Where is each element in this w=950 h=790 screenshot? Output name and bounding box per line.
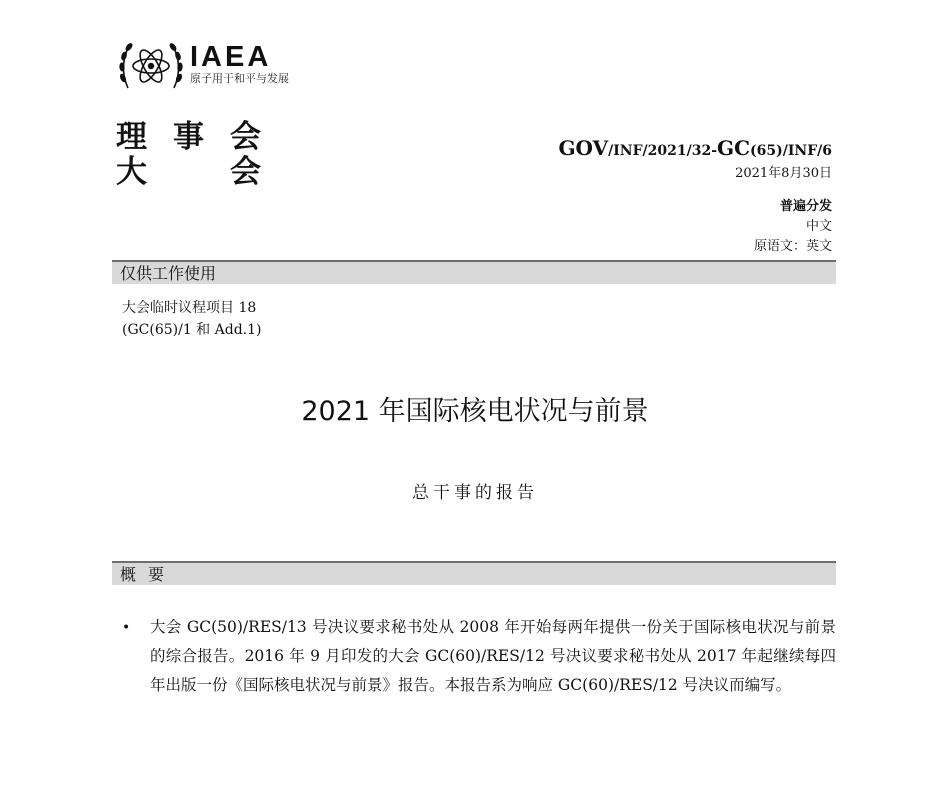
summary-heading: 概要 [112, 561, 836, 585]
restriction-label: 仅供工作使用 [112, 260, 836, 284]
agenda-reference [122, 297, 261, 341]
document-title: 2021 年国际核电状况与前景 [301, 396, 649, 427]
bullet-icon: • [122, 620, 131, 636]
document-date: 2021年8月30日 [735, 166, 832, 181]
document-subtitle: 总干事的报告 [412, 483, 538, 503]
general-conference: 大 会 [116, 154, 261, 190]
iaea-logo [116, 34, 289, 98]
original-language: 原语文：英文 [753, 239, 832, 254]
distribution-type: 普遍分发 [779, 199, 832, 214]
organ-names [116, 120, 287, 190]
iaea-emblem-icon [116, 34, 186, 98]
document-number: GOV/INF/2021/32-GC(65)/INF/6 [558, 136, 832, 160]
agenda-item: 大会临时议程项目 18 [122, 300, 257, 316]
agenda-docs: (GC(65)/1 和 Add.1) [122, 322, 262, 338]
language: 中文 [805, 219, 832, 234]
summary-paragraph: 大会 GC(50)/RES/13 号决议要求秘书处从 2008 年开始每两年提供一份关于国际核电状况与前景的综合报告。2016 年 9 月印发的大会 GC(60)/RES/12 号决议要求秘书处从 2017 年起继续每四年出版一份《国际核电状况与前景》报告。本报告系为响应 GC(60)/RES/12 号决议而编写。 [150, 618, 836, 694]
logo-tagline: 原子用于和平与发展 [190, 72, 289, 85]
distribution-info [754, 197, 832, 257]
board-of-governors: 理 事 会 [116, 119, 261, 155]
logo-name: IAEA [190, 41, 272, 73]
